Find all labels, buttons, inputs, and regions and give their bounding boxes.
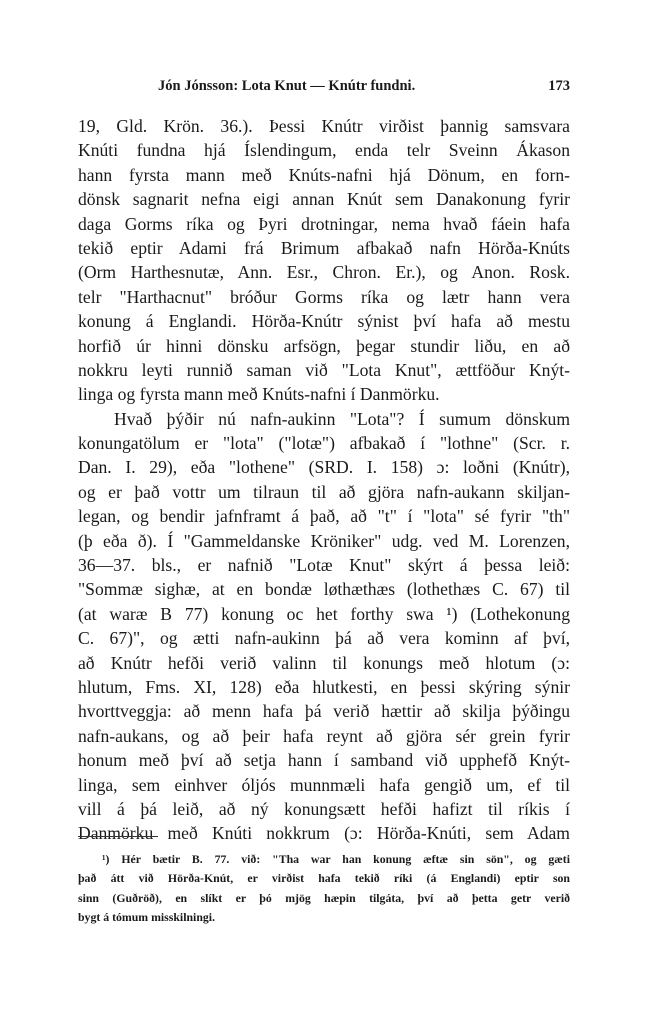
main-text	[78, 114, 570, 846]
footnote-line: ¹) Hér bætir B. 77. við: "Tha war han konung æftæ sin sön", og gæti	[102, 852, 570, 866]
text-line: nokkru leyti runnið saman við "Lota Knut", ættföður Knýt-	[78, 359, 570, 380]
text-line: horfið úr hinni dönsku arfsögn, þegar stundir liðu, en að	[78, 335, 570, 356]
text-line: linga og fyrsta mann með Knúts-nafni í Danmörku.	[78, 384, 440, 405]
page-number: 173	[548, 78, 570, 94]
text-line: Danmörku með Knúti nokkrum (ɔ: Hörða-Knúti, sem Adam	[78, 823, 570, 844]
text-line: telr "Harthacnut" bróður Gorms ríka og lætr hann vera	[78, 286, 570, 307]
text-line: að Knútr hefði verið valinn til konungs með hlotum (ɔ:	[78, 652, 570, 673]
text-line: daga Gorms ríka og Þyri drotningar, nema hvað fáein hafa	[78, 213, 570, 234]
text-line: Dan. I. 29), eða "lothene" (SRD. I. 158) ɔ: loðni (Knútr),	[78, 457, 570, 478]
text-line: 36—37. bls., er nafnið "Lotæ Knut" skýrt á þessa leið:	[78, 555, 570, 576]
text-line: hann fyrsta mann með Knúts-nafni hjá Dönum, en forn-	[78, 164, 570, 185]
text-line: Hvað þýðir nú nafn-aukinn "Lota"? Í sumum dönskum	[114, 408, 570, 429]
text-line: hvorttveggja: að menn hafa þá verið hættir að skilja þýðingu	[78, 701, 570, 722]
text-line: (Orm Harthesnutæ, Ann. Esr., Chron. Er.), og Anon. Rosk.	[78, 262, 570, 283]
footnote	[78, 850, 570, 928]
text-line: C. 67)", og ætti nafn-aukinn þá að vera kominn af því,	[78, 628, 570, 649]
text-line: honum með því að setja hann í samband við upphefð Knýt-	[78, 750, 570, 771]
text-line: konung á Englandi. Hörða-Knútr sýnist því hafa að mestu	[78, 311, 570, 332]
text-line: dönsk sagnarit nefna eigi annan Knút sem Danakonung fyrir	[78, 189, 570, 210]
text-line: 19, Gld. Krön. 36.). Þessi Knútr virðist þannig samsvara	[78, 116, 570, 136]
footnote-line: það átt við Hörða-Knút, er virðist hafa tekið ríki (á Englandi) eptir son	[78, 871, 570, 886]
text-line: nafn-aukans, og að þeir hafa reynt að gjöra sér grein fyrir	[78, 725, 570, 746]
running-title: Jón Jónsson: Lota Knut — Knútr fundni.	[158, 78, 416, 94]
text-line: linga, sem einhver óljós munnmæli hafa gengið um, ef til	[78, 774, 570, 795]
text-line: Knúti fundna hjá Íslendingum, enda telr Sveinn Ákason	[78, 140, 570, 161]
text-line: vill á þá leið, að ný konungsætt hefði hafizt til ríkis í	[78, 798, 570, 819]
running-header	[78, 78, 570, 100]
text-line: legan, og bendir jafnframt á það, að "t" í "lota" sé fyrir "th"	[78, 506, 570, 527]
text-line: tekið eptir Adami frá Brimum afbakað nafn Hörða-Knúts	[78, 237, 570, 258]
text-line: og er það vottr um tilraun til að gjöra nafn-aukann skiljan-	[78, 481, 570, 502]
text-line: konungatölum er "lota" ("lotæ") afbakað í "lothne" (Scr. r.	[78, 433, 570, 454]
text-line: (at waræ B 77) konung oc het forthy swa ¹) (Lothekonung	[78, 603, 570, 624]
footnote-line: bygt á tómum misskilningi.	[78, 910, 216, 925]
footnote-line: sinn (Guðröð), en slíkt er þó mjög hæpin tilgáta, því að þetta getr verið	[78, 890, 570, 905]
text-line: "Sommæ sighæ, at en bondæ løthæthæs (lothethæs C. 67) til	[78, 579, 570, 600]
text-line: (þ eða ð). Í "Gammeldanske Kröniker" udg. ved M. Lorenzen,	[78, 530, 570, 551]
footnote-divider	[78, 836, 158, 837]
text-line: hlutum, Fms. XI, 128) eða hlutkesti, en þessi skýring sýnir	[78, 676, 570, 697]
